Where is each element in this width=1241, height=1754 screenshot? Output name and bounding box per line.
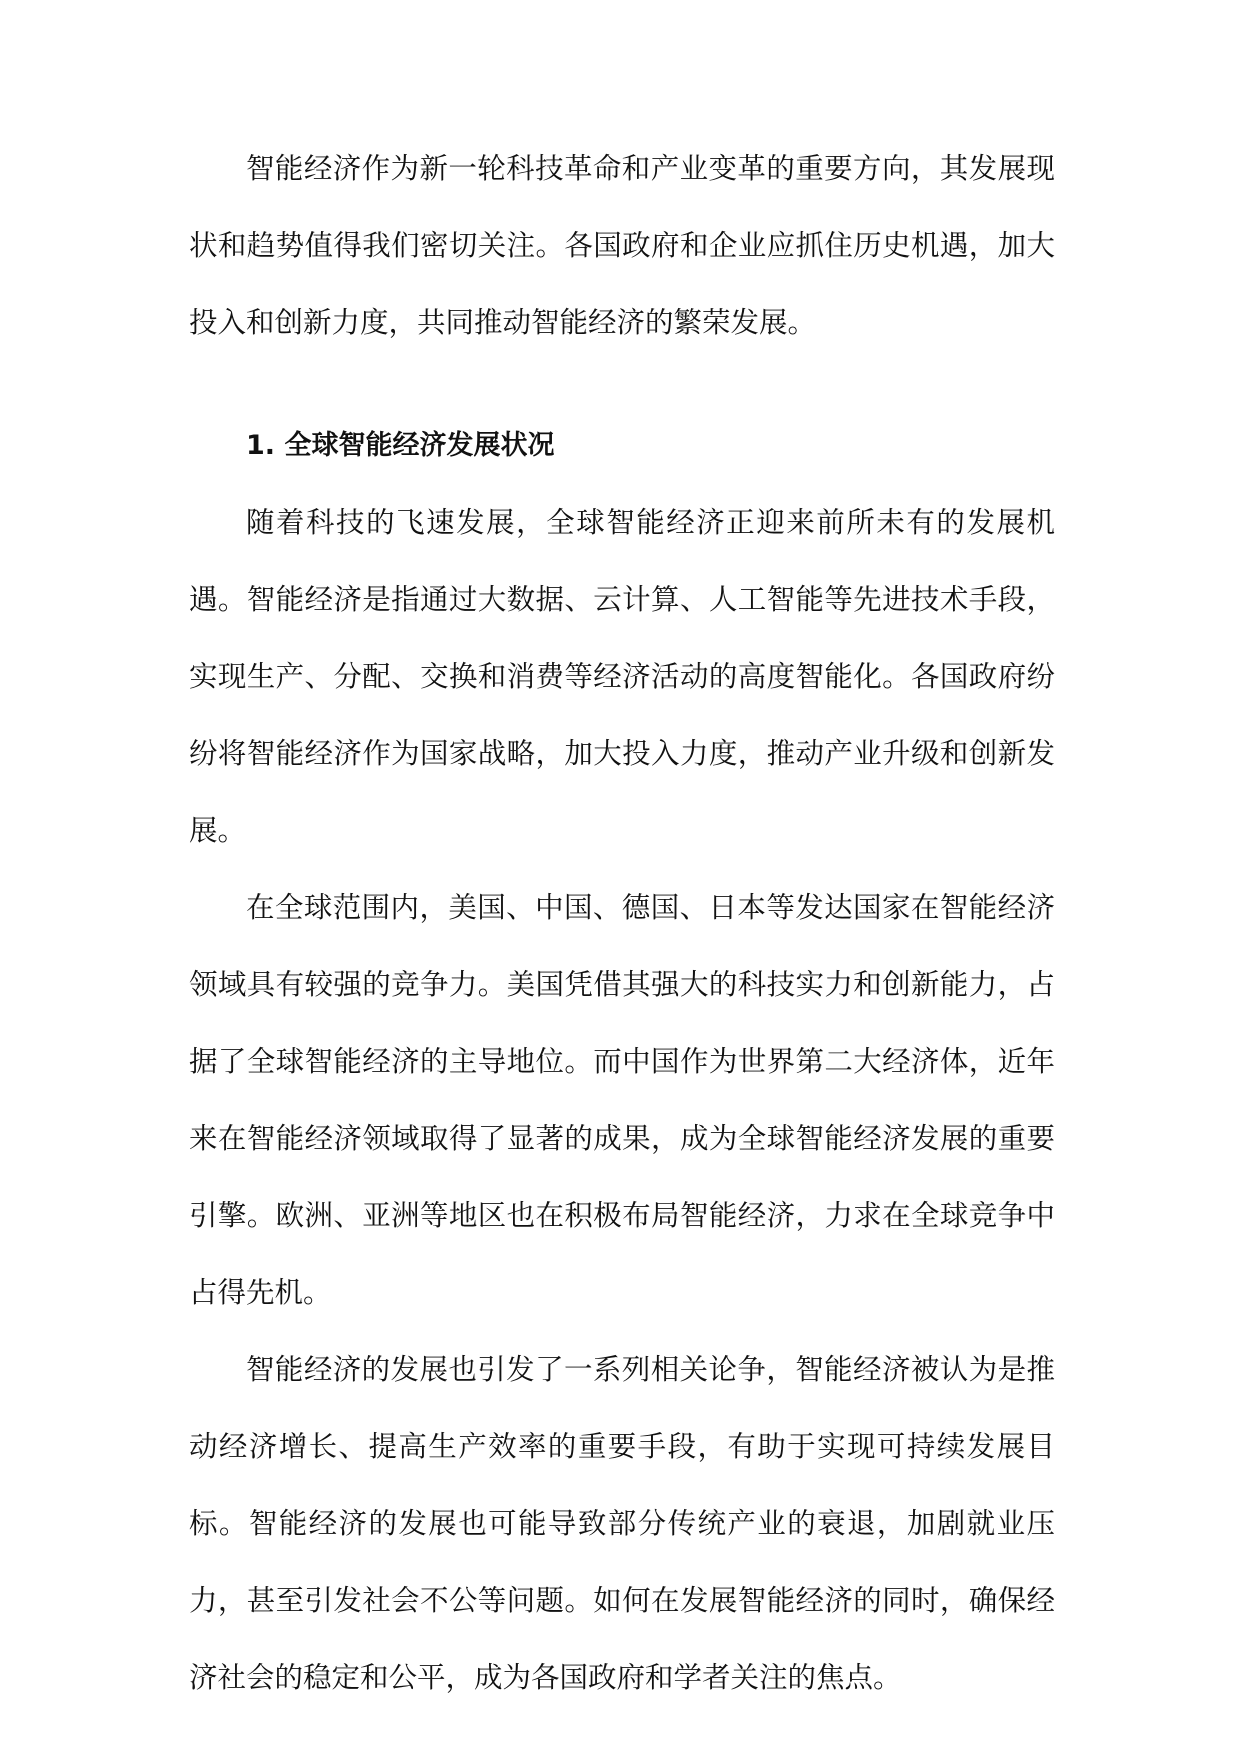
body-paragraph: 随着科技的飞速发展，全球智能经济正迎来前所未有的发展机遇。智能经济是指通过大数据、云计算、人工智能等先进技术手段，实现生产、分配、交换和消费等经济活动的高度智能化。各国政府纷纷将智能经济作为国家战略，加大投入力度，推动产业升级和创新发展。 [189,506,1055,847]
body-paragraph: 智能经济的发展也引发了一系列相关论争，智能经济被认为是推动经济增长、提高生产效率的重要手段，有助于实现可持续发展目标。智能经济的发展也可能导致部分传统产业的衰退，加剧就业压力，甚至引发社会不公等问题。如何在发展智能经济的同时，确保经济社会的稳定和公平，成为各国政府和学者关注的焦点。 [189,1353,1055,1694]
document-body [189,130,1055,1716]
body-paragraph: 在全球范围内，美国、中国、德国、日本等发达国家在智能经济领域具有较强的竞争力。美国凭借其强大的科技实力和创新能力，占据了全球智能经济的主导地位。而中国作为世界第二大经济体，近年来在智能经济领域取得了显著的成果，成为全球智能经济发展的重要引擎。欧洲、亚洲等地区也在积极布局智能经济，力求在全球竞争中占得先机。 [189,891,1055,1309]
intro-paragraph: 智能经济作为新一轮科技革命和产业变革的重要方向，其发展现状和趋势值得我们密切关注。各国政府和企业应抓住历史机遇，加大投入和创新力度，共同推动智能经济的繁荣发展。 [189,152,1055,339]
section-heading: 1. 全球智能经济发展状况 [246,430,555,461]
